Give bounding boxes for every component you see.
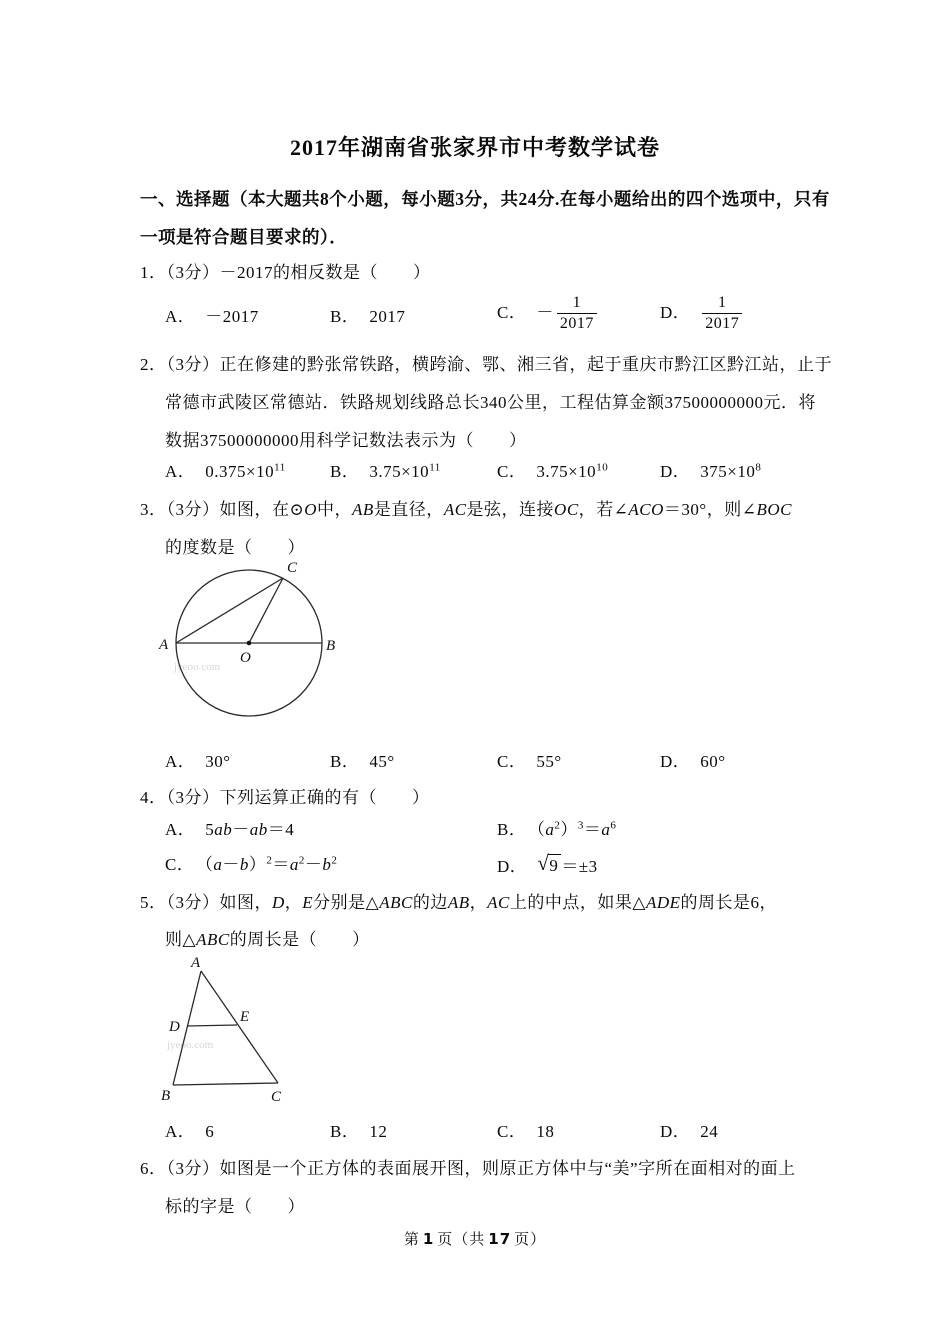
section-heading-line-2: 一项是符合题目要求的）． bbox=[140, 227, 348, 247]
question-1-option-a bbox=[165, 306, 259, 328]
option-value: 2017 bbox=[369, 307, 406, 326]
question-5-stem-line-2: 则△ABC的周长是（ ） bbox=[165, 930, 370, 949]
question-4-option-b bbox=[497, 819, 616, 841]
option-label: A． bbox=[165, 307, 196, 326]
option-label: D． bbox=[660, 462, 691, 481]
point-label-d: D bbox=[169, 1019, 180, 1035]
point-label-b: B bbox=[326, 638, 336, 654]
watermark-text: jyeoo.com bbox=[167, 1039, 214, 1051]
question-4-stem: 4．（3分）下列运算正确的有（ ） bbox=[140, 788, 430, 807]
option-value: 60° bbox=[700, 752, 726, 771]
option-exponent: 11 bbox=[429, 461, 441, 474]
question-3-stem-line-2: 的度数是（ ） bbox=[165, 538, 305, 557]
option-label: A． bbox=[165, 820, 196, 839]
radicand: 9 bbox=[548, 854, 561, 876]
center-dot bbox=[247, 641, 252, 646]
question-1-option-c bbox=[497, 288, 597, 338]
question-6-stem-line-2: 标的字是（ ） bbox=[165, 1197, 305, 1216]
question-1-stem: 1．（3分）－2017的相反数是（ ） bbox=[140, 263, 431, 282]
footer-text: 页） bbox=[514, 1232, 547, 1248]
question-3-option-b bbox=[330, 751, 395, 773]
footer-text: 第 bbox=[403, 1232, 420, 1248]
option-value: 55° bbox=[536, 752, 562, 771]
point-label-o: O bbox=[240, 650, 251, 666]
question-3-stem-line-1: 3．（3分）如图，在⊙O中，AB是直径，AC是弦，连接OC，若∠ACO＝30°，则∠BOC bbox=[140, 500, 792, 519]
option-label: A． bbox=[165, 752, 196, 771]
option-expression: $(a^2)^3=a^6$ bbox=[536, 819, 617, 839]
option-exponent: 10 bbox=[596, 461, 609, 474]
option-value: 375×10 bbox=[700, 462, 756, 481]
question-2-option-c bbox=[497, 461, 608, 483]
total-pages: 17 bbox=[488, 1230, 512, 1248]
option-expression: 5ab－ab＝4 bbox=[205, 820, 295, 839]
watermark-text: jyeoo.com bbox=[174, 661, 221, 673]
fraction bbox=[557, 293, 597, 332]
option-expression: $(a-b)^2=a^2-b^2$ bbox=[204, 854, 338, 874]
side-bc-line bbox=[173, 1083, 278, 1085]
question-4-option-c bbox=[165, 854, 337, 876]
option-value: 30° bbox=[205, 752, 231, 771]
point-label-e: E bbox=[240, 1009, 250, 1025]
option-value: －2017 bbox=[205, 307, 259, 326]
question-5-option-c bbox=[497, 1121, 554, 1143]
question-1-option-b bbox=[330, 306, 405, 328]
question-3-option-d bbox=[660, 751, 726, 773]
question-4-option-d bbox=[497, 851, 598, 878]
question-3-option-a bbox=[165, 751, 231, 773]
option-expression: ＝±3 bbox=[561, 857, 598, 876]
square-root bbox=[537, 851, 561, 876]
option-label: C． bbox=[165, 855, 195, 874]
question-5-option-a bbox=[165, 1121, 214, 1143]
minus-sign: － bbox=[536, 302, 554, 322]
point-label-c: C bbox=[271, 1089, 282, 1105]
option-label: C． bbox=[497, 462, 527, 481]
option-label: A． bbox=[165, 462, 196, 481]
question-2-option-d bbox=[660, 461, 761, 483]
question-5-option-d bbox=[660, 1121, 718, 1143]
footer-text: 页（共 bbox=[437, 1232, 486, 1248]
option-exponent: 11 bbox=[274, 461, 286, 474]
option-label: D． bbox=[660, 1122, 691, 1141]
question-5-option-b bbox=[330, 1121, 387, 1143]
triangle-figure bbox=[153, 953, 313, 1113]
fraction-numerator: 1 bbox=[572, 294, 582, 312]
question-2-stem-line-1: 2．（3分）正在修建的黔张常铁路，横跨渝、鄂、湘三省，起于重庆市黔江区黔江站，止于 bbox=[140, 355, 832, 374]
option-value: 24 bbox=[700, 1122, 719, 1141]
point-label-a: A bbox=[159, 637, 169, 653]
fraction-numerator: 1 bbox=[718, 294, 727, 312]
question-2-option-a bbox=[165, 461, 286, 483]
option-exponent: 8 bbox=[755, 461, 762, 474]
section-heading-line-1: 一、选择题（本大题共8个小题，每小题3分，共24分.在每小题给出的四个选项中，只有 bbox=[140, 189, 830, 209]
radical-sign: √ bbox=[537, 851, 550, 875]
page-number: 1 bbox=[422, 1230, 435, 1248]
point-label-b: B bbox=[161, 1088, 171, 1104]
chord-ac-line bbox=[176, 578, 283, 643]
midsegment-de-line bbox=[187, 1025, 237, 1026]
fraction-denominator: 2017 bbox=[557, 313, 597, 333]
option-label: D． bbox=[497, 857, 528, 876]
option-label: A． bbox=[165, 1122, 196, 1141]
option-label: C． bbox=[497, 1122, 527, 1141]
option-label: B． bbox=[330, 307, 360, 326]
question-1-option-d bbox=[660, 288, 742, 338]
option-value: 3.75×10 bbox=[369, 462, 430, 481]
option-label: D． bbox=[660, 302, 691, 322]
option-label: B． bbox=[330, 752, 360, 771]
question-6-stem-line-1: 6．（3分）如图是一个正方体的表面展开图，则原正方体中与“美”字所在面相对的面上 bbox=[140, 1159, 796, 1178]
fraction-denominator: 2017 bbox=[702, 313, 742, 333]
page-title: 2017年湖南省张家界市中考数学试卷 bbox=[289, 135, 660, 160]
option-value: 6 bbox=[205, 1122, 215, 1141]
option-value: 18 bbox=[536, 1122, 555, 1141]
option-value: 3.75×10 bbox=[536, 462, 597, 481]
option-label: B． bbox=[330, 1122, 360, 1141]
side-ac-line bbox=[201, 971, 278, 1083]
page-footer bbox=[0, 1230, 950, 1251]
option-label: B． bbox=[330, 462, 360, 481]
question-5-stem-line-1: 5．（3分）如图，D，E分别是△ABC的边AB，AC上的中点，如果△ADE的周长是6， bbox=[140, 893, 777, 912]
option-label: C． bbox=[497, 302, 527, 322]
question-2-stem-line-2: 常德市武陵区常德站．铁路规划线路总长340公里，工程估算金额37500000000元．将 bbox=[165, 393, 816, 412]
option-value: 0.375×10 bbox=[205, 462, 275, 481]
option-label: C． bbox=[497, 752, 527, 771]
point-label-c: C bbox=[287, 560, 298, 576]
option-value: 12 bbox=[369, 1122, 388, 1141]
question-2-stem-line-3: 数据37500000000用科学记数法表示为（ ） bbox=[165, 431, 527, 450]
question-4-option-a bbox=[165, 819, 294, 841]
option-label: D． bbox=[660, 752, 691, 771]
fraction bbox=[702, 293, 742, 332]
circle-figure bbox=[152, 558, 352, 726]
point-label-a: A bbox=[191, 955, 201, 971]
question-2-option-b bbox=[330, 461, 441, 483]
option-value: 45° bbox=[369, 752, 395, 771]
question-3-option-c bbox=[497, 751, 562, 773]
option-label: B． bbox=[497, 820, 527, 839]
